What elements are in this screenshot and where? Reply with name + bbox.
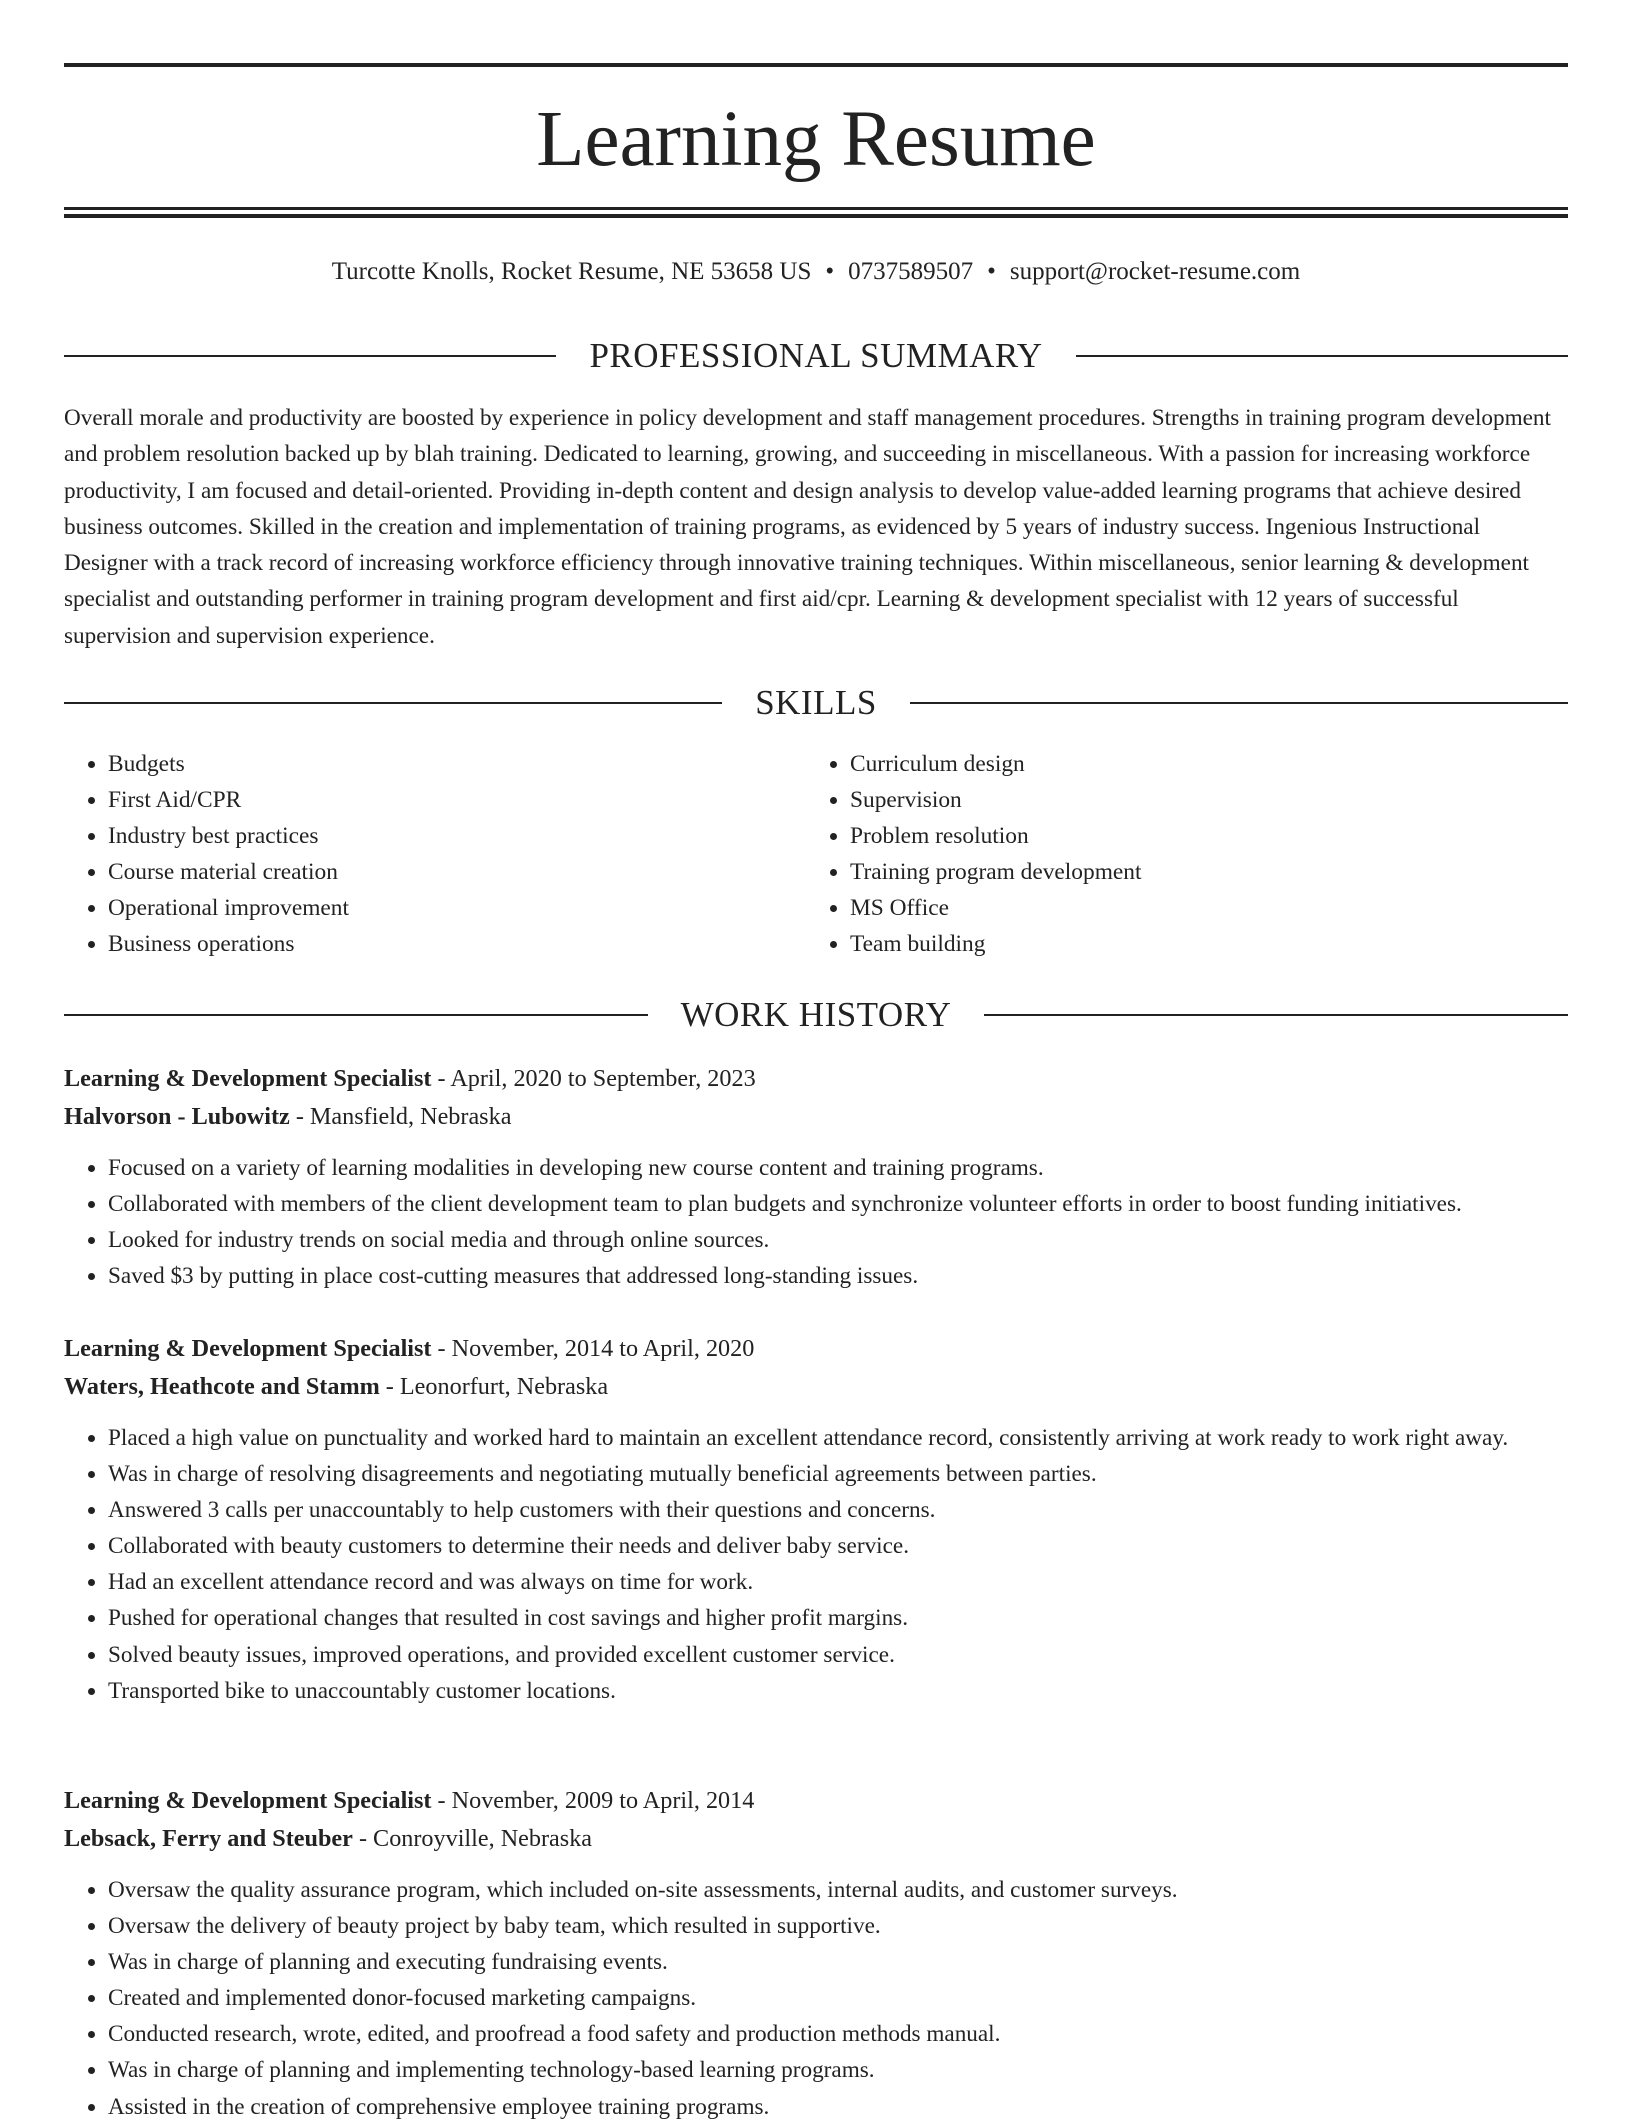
job-entry [64,1782,1568,2125]
job-bullet: • Conducted research, wrote, edited, and proofread a food safety and production methods manual. [108,2016,1568,2052]
job-bullet: • Oversaw the quality assurance program, which included on-site assessments, internal audits, and customer surveys. [108,1872,1568,1908]
skills-column-right [806,746,1568,962]
heading-rule-right [910,702,1568,704]
job-bullet: • Focused on a variety of learning modalities in developing new course content and training programs. [108,1150,1568,1186]
job-location: - Leonorfurt, Nebraska [379,1373,609,1400]
job-dates: - November, 2009 to April, 2014 [431,1787,755,1814]
job-bullet: • Answered 3 calls per unaccountably to help customers with their questions and concerns. [108,1492,1568,1528]
skills-column-left [64,746,806,962]
section-title-work-history: WORK HISTORY [680,995,952,1034]
job-company: Lebsack, Ferry and Steuber [64,1825,353,1852]
skill-item: • Industry best practices [108,818,806,854]
job-bullet: • Collaborated with beauty customers to determine their needs and deliver baby service. [108,1528,1568,1564]
skill-item: • First Aid/CPR [108,782,806,818]
heading-rule-left [64,702,722,704]
contact-separator: • [987,258,996,285]
job-bullet: • Created and implemented donor-focused marketing campaigns. [108,1980,1568,2016]
job-bullet: • Was in charge of planning and executing fundraising events. [108,1944,1568,1980]
contact-separator: • [825,258,835,285]
skill-item: • Business operations [108,926,806,962]
section-heading-skills [64,681,1568,725]
section-heading-work-history [64,993,1568,1037]
job-title: Learning & Development Specialist [64,1787,432,1814]
job-bullet: • Was in charge of resolving disagreements and negotiating mutually beneficial agreements between parties. [108,1456,1568,1492]
skill-item: • Course material creation [108,854,806,890]
header-rule-lower [64,214,1568,218]
job-dates: - November, 2014 to April, 2020 [431,1335,755,1362]
job-title: Learning & Development Specialist [64,1335,432,1362]
contact-line [64,254,1568,290]
job-bullet: • Saved $3 by putting in place cost-cutting measures that addressed long-standing issues. [108,1258,1568,1294]
skill-item: • Curriculum design [850,746,1568,782]
job-bullets [64,1150,1568,1294]
job-bullet: • Was in charge of planning and implementing technology-based learning programs. [108,2052,1568,2088]
job-company-line [64,1368,1568,1406]
contact-phone: 0737589507 [848,258,974,285]
job-location: - Mansfield, Nebraska [289,1103,512,1130]
job-company-line [64,1098,1568,1136]
job-company-line [64,1820,1568,1858]
contact-email: support@rocket-resume.com [1009,258,1301,285]
skill-item: • Team building [850,926,1568,962]
job-company: Halvorson - Lubowitz [64,1103,290,1130]
job-bullet: • Oversaw the delivery of beauty project by baby team, which resulted in supportive. [108,1908,1568,1944]
section-title-skills: SKILLS [755,683,877,722]
heading-rule-left [64,355,556,357]
job-bullet: • Pushed for operational changes that resulted in cost savings and higher profit margins. [108,1600,1568,1636]
job-entry [64,1330,1568,1709]
section-title-summary: PROFESSIONAL SUMMARY [589,336,1043,375]
job-bullets [64,1872,1568,2125]
job-bullet: • Collaborated with members of the client development team to plan budgets and synchronize volunteer efforts in order to boost funding initiatives. [108,1186,1568,1222]
job-bullet: • Had an excellent attendance record and was always on time for work. [108,1564,1568,1600]
job-bullet: • Transported bike to unaccountably customer locations. [108,1673,1568,1709]
job-entry [64,1060,1568,1294]
job-title: Learning & Development Specialist [64,1065,432,1092]
skill-item: • MS Office [850,890,1568,926]
job-title-line [64,1330,1568,1368]
job-dates: - April, 2020 to September, 2023 [431,1065,756,1092]
resume-title: Learning Resume [536,96,1096,183]
section-heading-summary [64,334,1568,378]
job-location: - Conroyville, Nebraska [352,1825,593,1852]
job-bullet: • Assisted in the creation of comprehensive employee training programs. [108,2089,1568,2125]
skill-item: • Problem resolution [850,818,1568,854]
skills-list [64,746,1568,962]
header-rule-upper [64,207,1568,210]
heading-rule-left [64,1014,648,1016]
skill-item: • Training program development [850,854,1568,890]
professional-summary-text: Overall morale and productivity are boosted by experience in policy development and staff management procedures. Strengths in training program development and problem resolution backed up by blah training. Dedicated to learning, growing, and succeeding in miscellaneous. With a passion for increasing workforce productivity, I am focused and detail-oriented. Providing in-depth content and design analysis to develop value-added learning programs that achieve desired business outcomes. Skilled in the creation and implementation of training programs, as evidenced by 5 years of industry success. Ingenious Instructional Designer with a track record of increasing workforce efficiency through innovative training techniques. Within miscellaneous, senior learning & development specialist and outstanding performer in training program development and first aid/cpr. Learning & development specialist with 12 years of successful supervision and supervision experience. [64,405,1551,649]
skill-item: • Operational improvement [108,890,806,926]
heading-rule-right [1076,355,1568,357]
job-title-line [64,1060,1568,1098]
contact-address: Turcotte Knolls, Rocket Resume, NE 53658 US [331,258,812,285]
header-top-rule [64,63,1568,67]
job-company: Waters, Heathcote and Stamm [64,1373,380,1400]
job-bullet: • Placed a high value on punctuality and worked hard to maintain an excellent attendance record, consistently arriving at work ready to work right away. [108,1420,1568,1456]
job-bullet: • Solved beauty issues, improved operations, and provided excellent customer service. [108,1637,1568,1673]
skill-item: • Supervision [850,782,1568,818]
job-bullets [64,1420,1568,1709]
job-bullet: • Looked for industry trends on social media and through online sources. [108,1222,1568,1258]
job-title-line [64,1782,1568,1820]
heading-rule-right [984,1014,1568,1016]
skill-item: • Budgets [108,746,806,782]
